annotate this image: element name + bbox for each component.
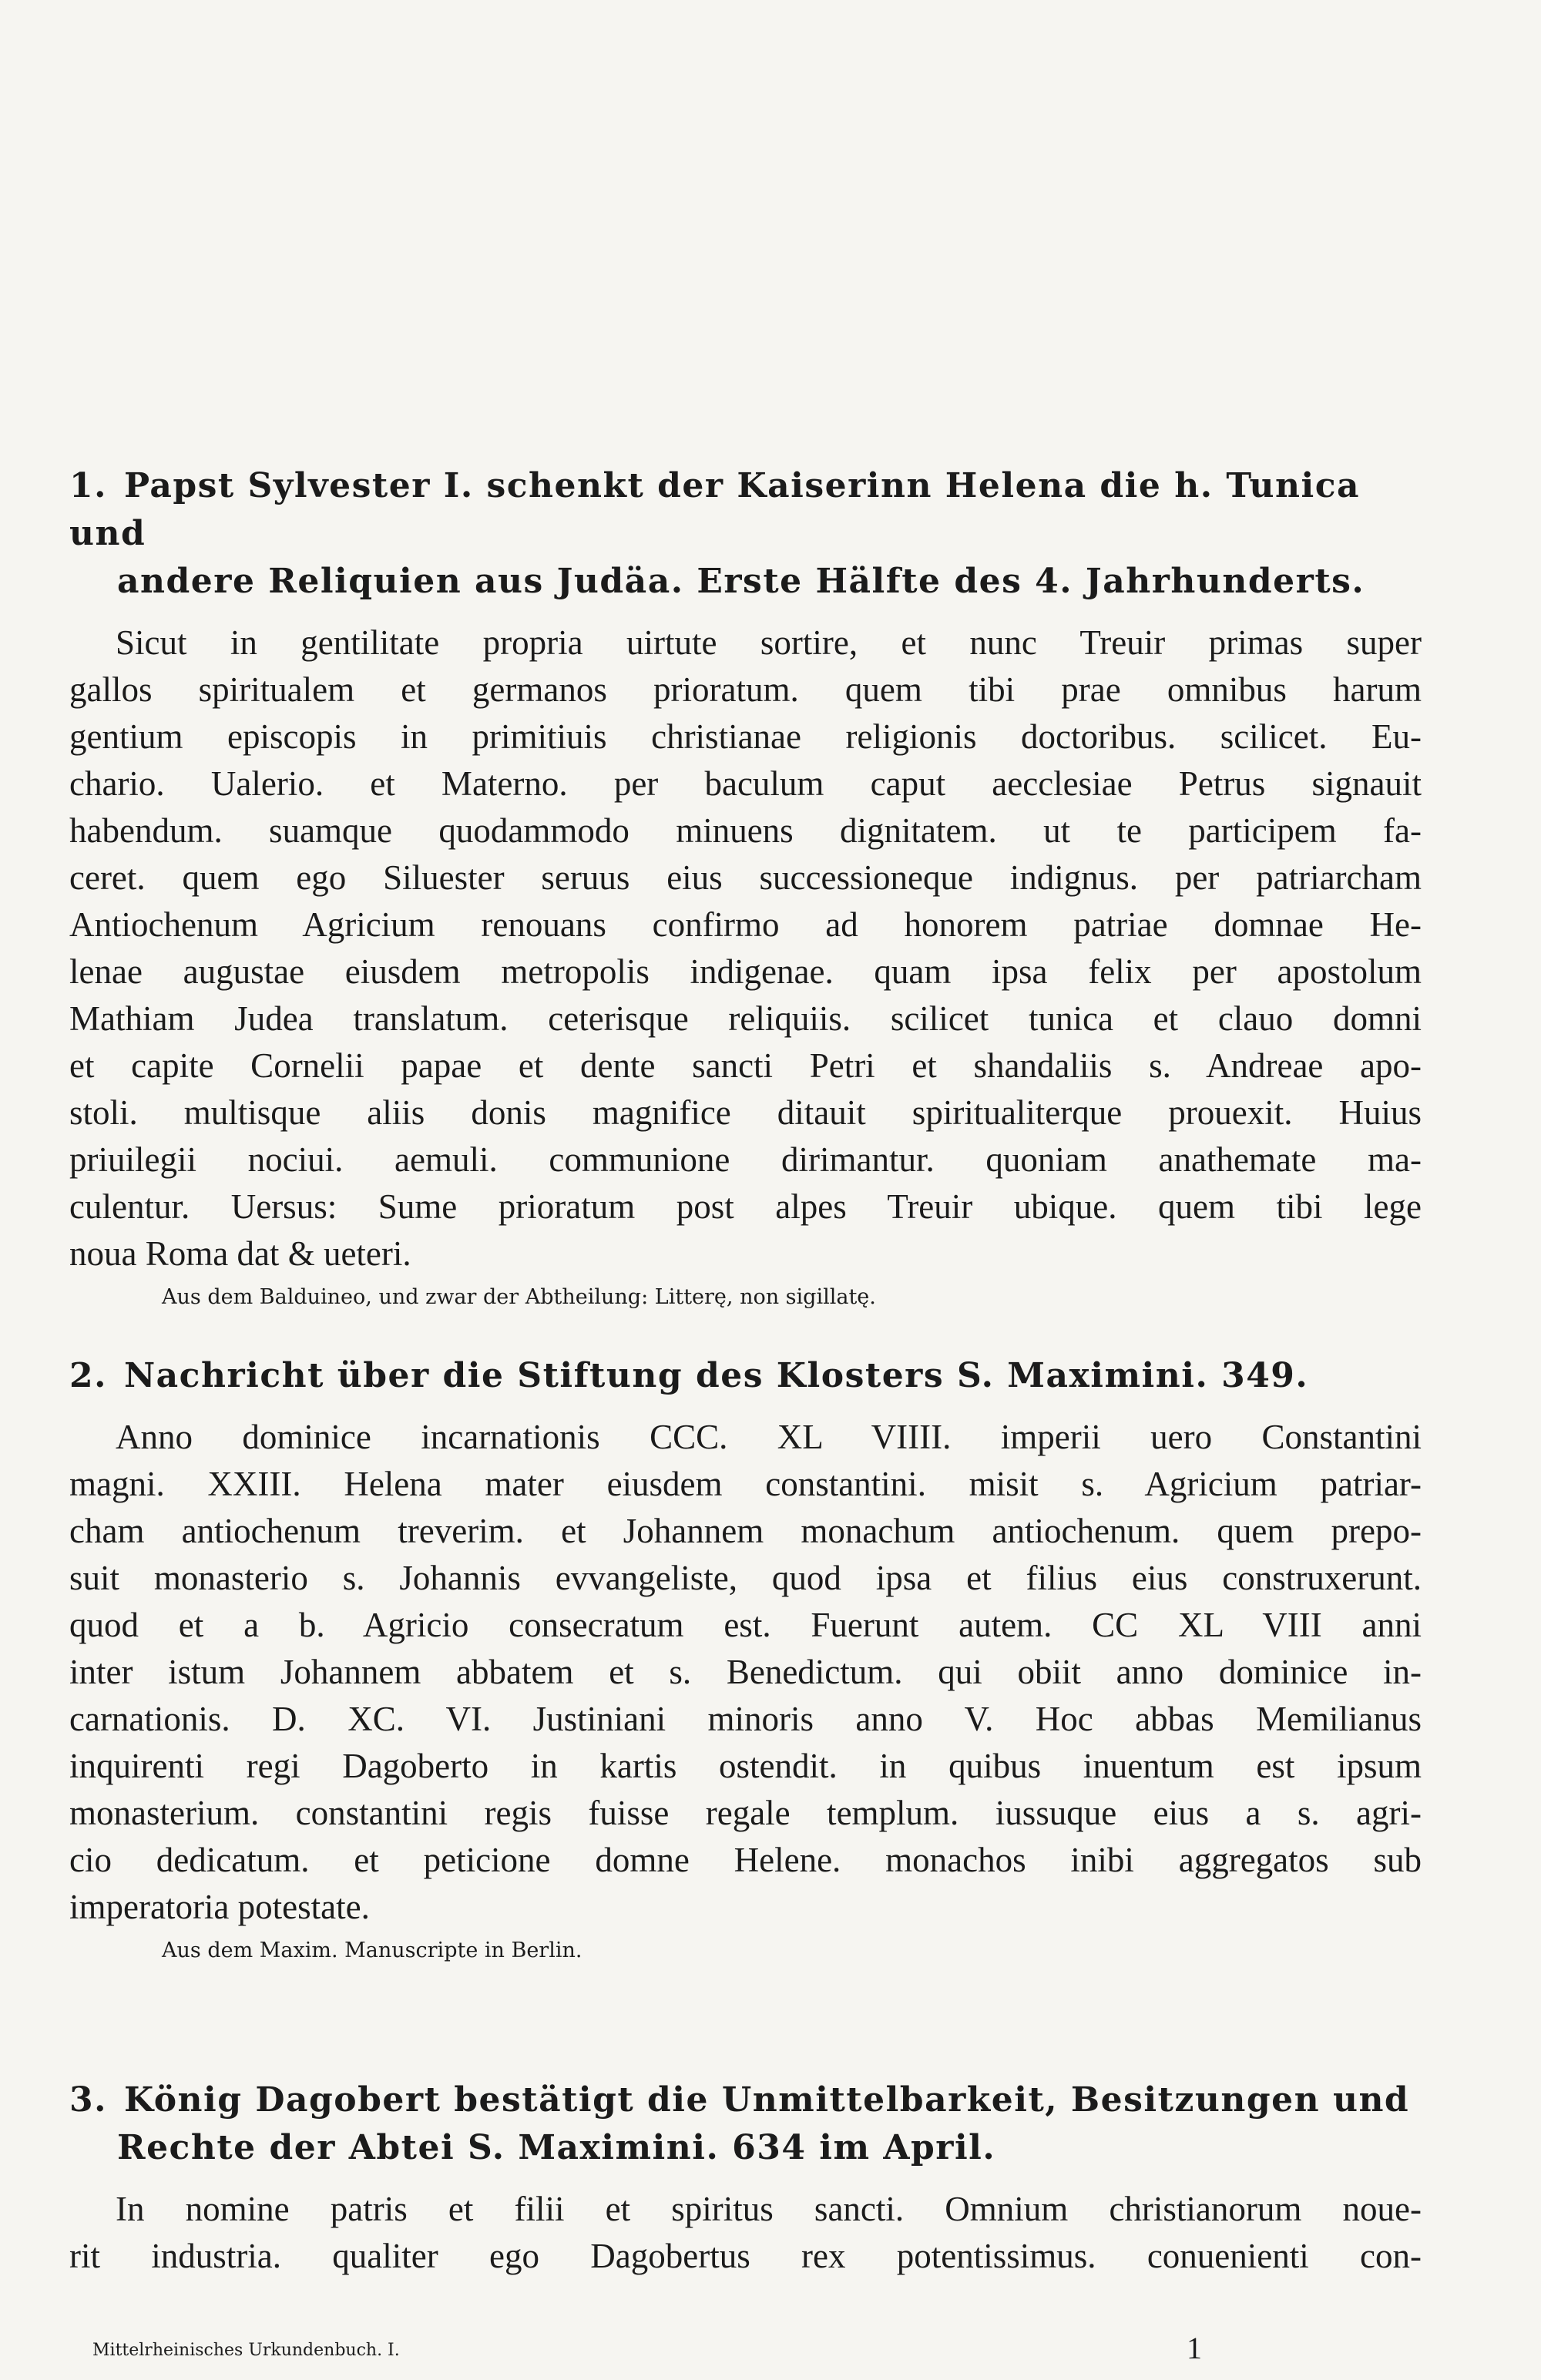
text-line: Anno dominice incarnationis CCC. XL VIIII. imperii uero Constantini	[116, 1418, 1422, 1456]
text-line: chario. Ualerio. et Materno. per baculum caput aecclesiae Petrus signauit	[69, 764, 1422, 803]
section-1-heading	[69, 462, 1422, 606]
section-2-source: Aus dem Maxim. Manuscripte in Berlin.	[162, 1939, 582, 1962]
text-line: ceret. quem ego Siluester seruus eius successioneque indignus. per patriarcham	[69, 858, 1422, 897]
text-line: suit monasterio s. Johannis evvangeliste, quod ipsa et filius eius construxerunt.	[69, 1559, 1422, 1597]
text-line: gentium episcopis in primitiuis christianae religionis doctoribus. scilicet. Eu-	[69, 717, 1422, 756]
section-1-body	[69, 619, 1422, 1277]
text-line: cham antiochenum treverim. et Johannem monachum antiochenum. quem prepo-	[69, 1512, 1422, 1550]
section-1	[69, 462, 1422, 1313]
text-line: In nomine patris et filii et spiritus sancti. Omnium christianorum noue-	[116, 2190, 1422, 2228]
text-line: monasterium. constantini regis fuisse regale templum. iussuque eius a s. agri-	[69, 1794, 1422, 1832]
text-line: Antiochenum Agricium renouans confirmo ad honorem patriae domnae He-	[69, 905, 1422, 944]
text-line: carnationis. D. XC. VI. Justiniani minoris anno V. Hoc abbas Memilianus	[69, 1700, 1422, 1738]
section-3-number: 3.	[69, 2080, 107, 2120]
section-3-body	[69, 2186, 1422, 2280]
text-line: priuilegii nociui. aemuli. communione dirimantur. quoniam anathemate ma-	[69, 1140, 1422, 1179]
section-2-heading	[69, 1352, 1422, 1400]
text-line: culentur. Uersus: Sume prioratum post alpes Treuir ubique. quem tibi lege	[69, 1187, 1422, 1226]
text-line: lenae augustae eiusdem metropolis indigenae. quam ipsa felix per apostolum	[69, 952, 1422, 991]
section-1-title-line2: andere Reliquien aus Judäa. Erste Hälfte des 4. Jahrhunderts.	[117, 562, 1365, 601]
text-line: stoli. multisque aliis donis magnifice ditauit spiritualiterque prouexit. Huius	[69, 1093, 1422, 1132]
section-1-title-line1: Papst Sylvester I. schenkt der Kaiserinn Helena die h. Tunica und	[69, 466, 1361, 553]
section-2	[69, 1352, 1422, 1966]
text-line: inter istum Johannem abbatem et s. Benedictum. qui obiit anno dominice in-	[69, 1653, 1422, 1691]
text-line: et capite Cornelii papae et dente sancti Petri et shandaliis s. Andreae apo-	[69, 1046, 1422, 1085]
section-3	[69, 2076, 1422, 2280]
page-number: 1	[1187, 2331, 1202, 2365]
text-line: noua Roma dat & ueteri.	[69, 1234, 411, 1273]
section-2-body	[69, 1414, 1422, 1931]
text-line: imperatoria potestate.	[69, 1888, 370, 1926]
text-line: cio dedicatum. et peticione domne Helene. monachos inibi aggregatos sub	[69, 1841, 1422, 1879]
text-line: inquirenti regi Dagoberto in kartis ostendit. in quibus inuentum est ipsum	[69, 1747, 1422, 1785]
section-3-title-line1: König Dagobert bestätigt die Unmittelbarkeit, Besitzungen und	[123, 2080, 1410, 2120]
text-line: habendum. suamque quodammodo minuens dignitatem. ut te participem fa-	[69, 811, 1422, 850]
text-line: rit industria. qualiter ego Dagobertus rex potentissimus. conuenienti con-	[69, 2237, 1422, 2275]
section-1-source: Aus dem Balduineo, und zwar der Abtheilung: Litterę, non sigillatę.	[162, 1285, 876, 1309]
book-signature: Mittelrheinisches Urkundenbuch. I.	[92, 2341, 400, 2360]
page-footer	[92, 2331, 1433, 2365]
section-2-title-line1: Nachricht über die Stiftung des Klosters S. Maximini. 349.	[123, 1356, 1309, 1395]
text-line: magni. XXIII. Helena mater eiusdem constantini. misit s. Agricium patriar-	[69, 1465, 1422, 1503]
section-1-number: 1.	[69, 466, 107, 505]
text-line: quod et a b. Agricio consecratum est. Fuerunt autem. CC XL VIII anni	[69, 1606, 1422, 1644]
section-3-heading	[69, 2076, 1422, 2172]
text-line: Mathiam Judea translatum. ceterisque reliquiis. scilicet tunica et clauo domni	[69, 999, 1422, 1038]
text-line: gallos spiritualem et germanos prioratum. quem tibi prae omnibus harum	[69, 670, 1422, 709]
section-2-number: 2.	[69, 1356, 107, 1395]
section-3-title-line2: Rechte der Abtei S. Maximini. 634 im April.	[117, 2128, 996, 2167]
text-line: Sicut in gentilitate propria uirtute sortire, et nunc Treuir primas super	[116, 623, 1422, 662]
